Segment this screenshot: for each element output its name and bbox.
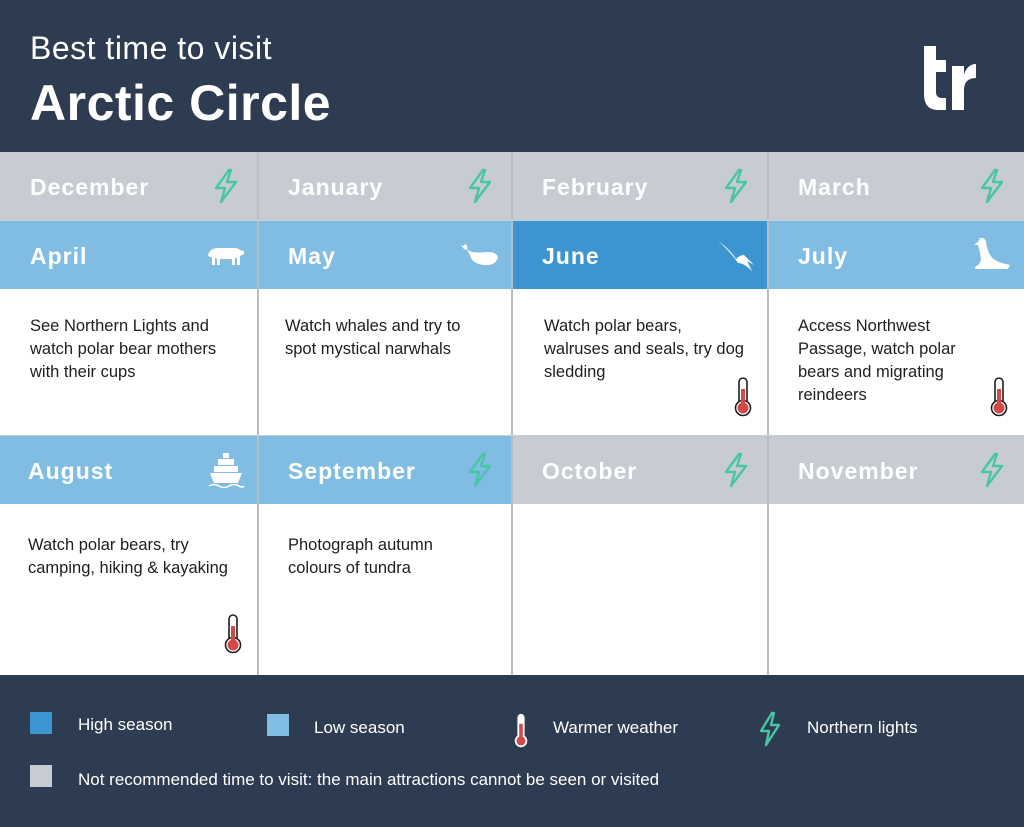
lightning-icon xyxy=(972,450,1012,490)
brand-logo-icon xyxy=(920,44,976,110)
month-name: September xyxy=(288,458,416,484)
month-name: March xyxy=(798,174,871,200)
month-description-cell xyxy=(258,504,512,675)
thermometer-icon xyxy=(990,377,1008,417)
month-header-december xyxy=(0,152,258,220)
month-description: See Northern Lights and watch polar bear mothers with their cups xyxy=(30,317,217,381)
month-name: December xyxy=(30,174,150,200)
lightning-icon xyxy=(972,166,1012,206)
month-description: Watch polar bears, walruses and seals, try dog sledding xyxy=(544,317,744,381)
thermometer-icon xyxy=(734,377,752,417)
lightning-icon xyxy=(756,711,784,747)
grid-divider xyxy=(0,220,1024,221)
legend-high-season-swatch xyxy=(30,712,52,734)
legend-high-season-label: High season xyxy=(78,715,173,734)
month-header-october xyxy=(512,436,768,504)
month-name: November xyxy=(798,458,919,484)
legend-warmer-weather-label: Warmer weather xyxy=(553,718,679,737)
month-description-cell xyxy=(0,504,258,675)
legend-not-recommended-label: Not recommended time to visit: the main attractions cannot be seen or visited xyxy=(78,770,660,789)
page-title: Arctic Circle xyxy=(30,75,332,131)
lightning-icon xyxy=(716,450,756,490)
month-header-april xyxy=(0,221,258,289)
lightning-icon xyxy=(460,166,500,206)
month-description-cell xyxy=(258,289,512,435)
month-description-cell xyxy=(512,504,768,675)
bird-icon xyxy=(716,235,756,275)
seal-icon xyxy=(972,235,1012,275)
page-subtitle: Best time to visit xyxy=(30,30,272,66)
month-header-march xyxy=(768,152,1024,220)
thermometer-icon xyxy=(224,614,242,654)
legend-not-recommended-swatch xyxy=(30,765,52,787)
month-name: August xyxy=(28,458,114,484)
lightning-icon xyxy=(716,166,756,206)
month-header-july xyxy=(768,221,1024,289)
month-header-february xyxy=(512,152,768,220)
month-name: July xyxy=(798,243,849,269)
ship-icon xyxy=(206,450,246,490)
month-name: April xyxy=(30,243,88,269)
legend-low-season-label: Low season xyxy=(314,718,405,737)
grid-divider xyxy=(0,435,1024,436)
grid-divider xyxy=(257,152,259,675)
month-description: Access Northwest Passage, watch polar bears and migrating reindeers xyxy=(798,317,956,404)
lightning-icon xyxy=(206,166,246,206)
month-header-may xyxy=(258,221,512,289)
legend-northern-lights-label: Northern lights xyxy=(807,718,918,737)
month-description: Photograph autumn colours of tundra xyxy=(288,536,433,577)
grid-divider xyxy=(767,152,769,675)
month-header-june xyxy=(512,221,768,289)
month-name: May xyxy=(288,243,336,269)
month-description-cell xyxy=(768,289,1024,435)
month-header-november xyxy=(768,436,1024,504)
grid-divider xyxy=(511,152,513,675)
months-calendar-grid xyxy=(0,152,1024,675)
polar-bear-icon xyxy=(206,235,246,275)
lightning-icon xyxy=(460,450,500,490)
month-description-cell xyxy=(768,504,1024,675)
month-description-cell xyxy=(512,289,768,435)
whale-icon xyxy=(460,235,500,275)
thermometer-icon xyxy=(512,713,530,749)
month-name: February xyxy=(542,174,649,200)
legend-low-season-swatch xyxy=(267,714,289,736)
month-name: June xyxy=(542,243,600,269)
month-header-september xyxy=(258,436,512,504)
header xyxy=(0,0,1024,152)
month-description: Watch whales and try to spot mystical narwhals xyxy=(285,317,461,358)
month-name: January xyxy=(288,174,384,200)
month-description: Watch polar bears, try camping, hiking & kayaking xyxy=(28,536,228,577)
month-header-august xyxy=(0,436,258,504)
month-header-january xyxy=(258,152,512,220)
legend xyxy=(0,675,1024,827)
month-name: October xyxy=(542,458,638,484)
month-description-cell xyxy=(0,289,258,435)
